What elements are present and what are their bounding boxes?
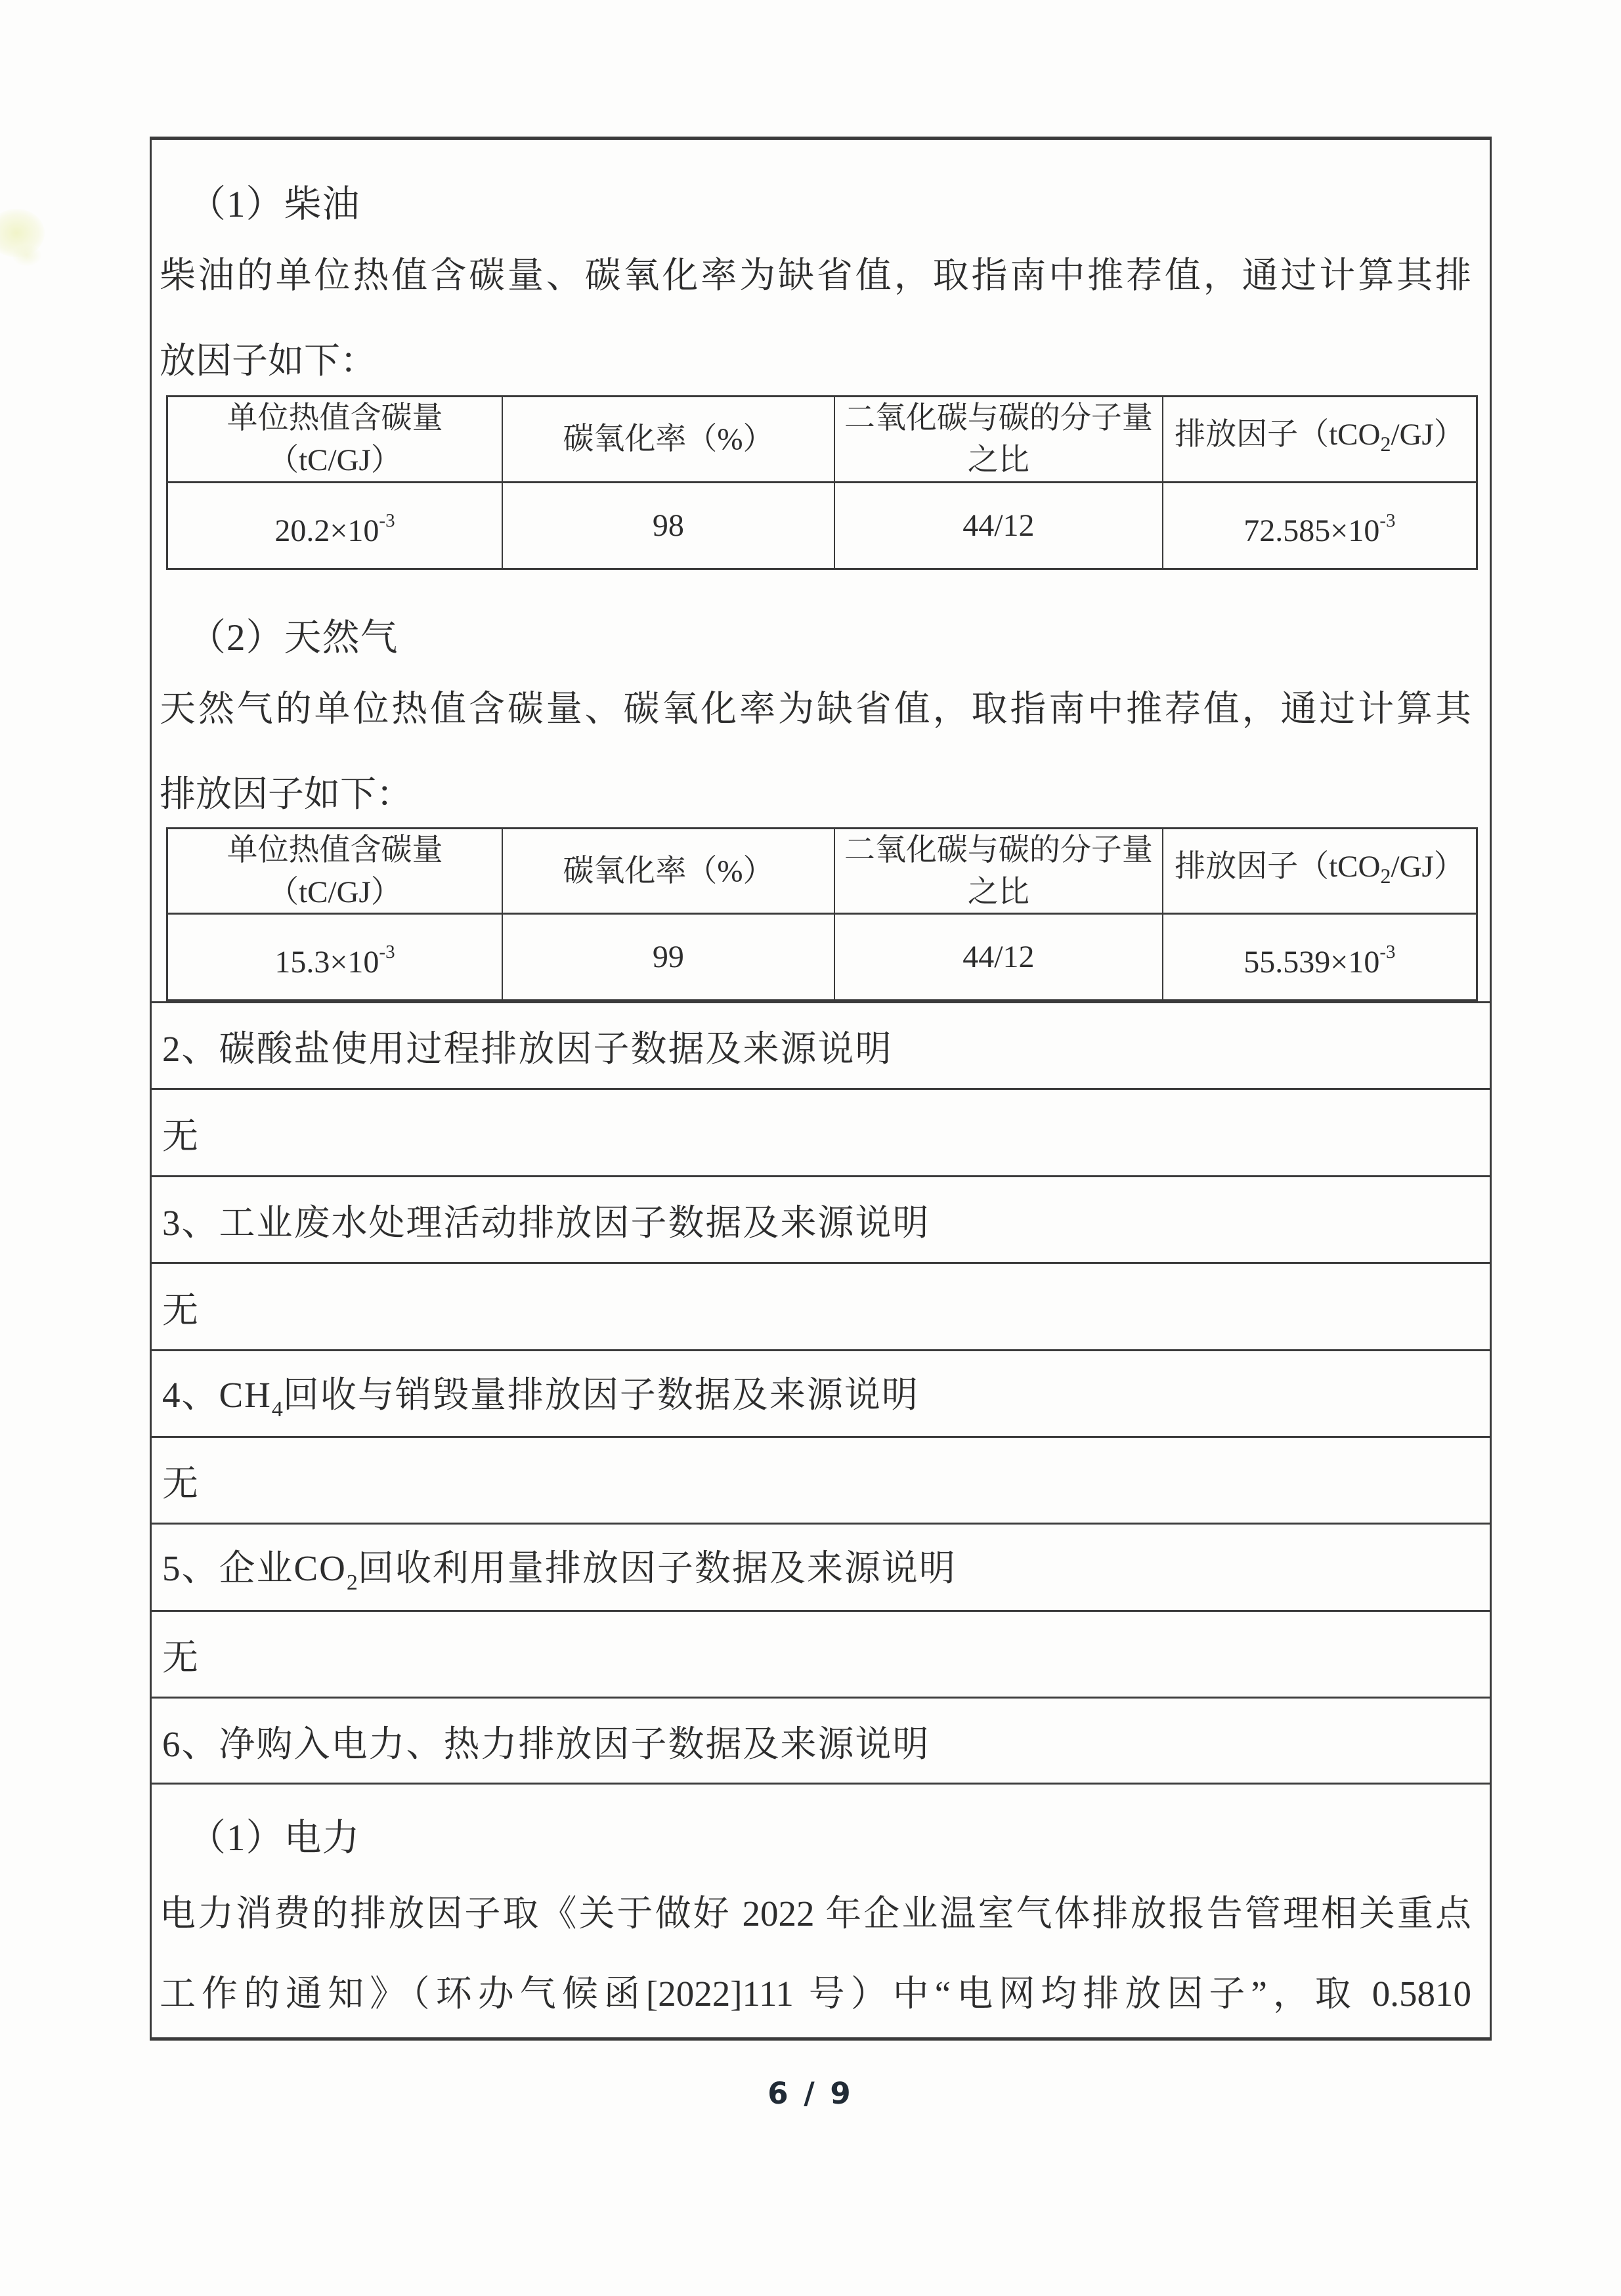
ch4-subscript: 4: [271, 1397, 283, 1421]
title-prefix: 5、企业CO: [162, 1548, 347, 1588]
value-text: 98: [652, 508, 684, 543]
header-text2: 之比: [967, 443, 1029, 477]
electricity-paragraph-line1: 电力消费的排放因子取《关于做好 2022 年企业温室气体排放报告管理相关重点: [160, 1894, 1471, 1934]
gas-header-heat-carbon: [168, 829, 503, 915]
none-text: 无: [162, 1637, 200, 1678]
emission-factor-outer-table: [150, 137, 1492, 2041]
gas-value-molecular-ratio: [835, 915, 1163, 999]
value-base: 20.2×10: [274, 513, 379, 548]
gas-header-molecular-ratio: [835, 829, 1163, 915]
header-unit: （tC/GJ）: [268, 443, 402, 477]
natural-gas-heading: （2）天然气: [188, 617, 399, 659]
row-wastewater-value: [152, 1262, 1490, 1349]
purchased-power-section: [152, 1783, 1490, 2035]
row-title-carbonate: [152, 1001, 1490, 1088]
diesel-value-oxidation-rate: [503, 483, 835, 568]
value-base: 55.539×10: [1243, 944, 1380, 980]
page-number: 6 / 9: [767, 2076, 854, 2111]
value-text: 99: [652, 939, 684, 974]
natural-gas-emission-table: [166, 827, 1478, 1001]
gas-value-oxidation-rate: [503, 915, 835, 999]
none-text: 无: [162, 1289, 200, 1330]
row-co2-value: [152, 1610, 1490, 1697]
scan-artifact-smudge-small: [12, 244, 42, 267]
header-text: 碳氧化率（%）: [563, 854, 774, 888]
diesel-value-heat-carbon: [168, 483, 503, 568]
row-carbonate-value: [152, 1088, 1490, 1175]
diesel-emission-table: [166, 395, 1478, 570]
row-title-wastewater: [152, 1175, 1490, 1262]
diesel-header-oxidation-rate: [503, 397, 835, 483]
row-title-text: 6、净购入电力、热力排放因子数据及来源说明: [162, 1723, 930, 1764]
value-exponent: -3: [1379, 509, 1396, 531]
natural-gas-paragraph-line2: 排放因子如下：: [160, 774, 413, 814]
value-exponent: -3: [379, 509, 395, 531]
header-suffix: /GJ）: [1391, 418, 1465, 452]
electricity-heading: （1）电力: [188, 1817, 360, 1859]
value-text: [274, 931, 395, 984]
gas-value-emission-factor: [1163, 915, 1476, 999]
header-text2: 之比: [967, 875, 1029, 909]
row-title-text: 3、工业废水处理活动排放因子数据及来源说明: [162, 1203, 930, 1243]
diesel-heading: （1）柴油: [188, 184, 360, 225]
row-title-text: 2、碳酸盐使用过程排放因子数据及来源说明: [162, 1029, 893, 1069]
co2-subscript: 2: [1380, 432, 1391, 456]
value-text: [1243, 500, 1395, 552]
header-prefix: 排放因子（tCO: [1175, 418, 1381, 452]
diesel-value-molecular-ratio: [835, 483, 1163, 568]
value-exponent: -3: [379, 941, 395, 963]
none-text: 无: [162, 1116, 200, 1156]
none-text: 无: [162, 1463, 200, 1504]
diesel-paragraph-line1: 柴油的单位热值含碳量、碳氧化率为缺省值，取指南中推荐值，通过计算其排: [160, 255, 1471, 295]
electricity-paragraph-line2: 工作的通知》（环办气候函[2022]111 号）中“电网均排放因子”，取 0.5810: [160, 1974, 1471, 2014]
diesel-header-heat-carbon: [168, 397, 503, 483]
row-title-purchased-power: [152, 1697, 1490, 1783]
gas-value-heat-carbon: [168, 915, 503, 999]
title-prefix: 4、CH: [162, 1374, 272, 1415]
header-text: [1175, 846, 1465, 897]
header-unit: （tC/GJ）: [268, 875, 402, 909]
header-text: 碳氧化率（%）: [563, 422, 774, 456]
diesel-header-emission-factor: [1163, 397, 1476, 483]
header-prefix: 排放因子（tCO: [1175, 849, 1381, 884]
header-text: 单位热值含碳量: [227, 833, 443, 867]
diesel-header-molecular-ratio: [835, 397, 1163, 483]
co2-subscript: 2: [1380, 863, 1391, 888]
row-title-ch4-recovery: [152, 1349, 1490, 1436]
row-title-text: [162, 1366, 919, 1422]
row-title-co2-recovery: [152, 1523, 1490, 1610]
header-text: [1175, 414, 1465, 465]
value-base: 15.3×10: [274, 944, 379, 980]
row-title-text: [162, 1539, 957, 1595]
value-text: [274, 500, 395, 552]
value-text: 44/12: [962, 508, 1035, 543]
diesel-value-emission-factor: [1163, 483, 1476, 568]
value-text: 44/12: [962, 939, 1035, 974]
header-text: 二氧化碳与碳的分子量: [844, 833, 1153, 867]
co2-subscript: 2: [346, 1570, 358, 1595]
header-suffix: /GJ）: [1391, 849, 1465, 884]
value-exponent: -3: [1379, 941, 1396, 963]
natural-gas-paragraph-line1: 天然气的单位热值含碳量、碳氧化率为缺省值，取指南中推荐值，通过计算其: [160, 689, 1471, 729]
row-ch4-value: [152, 1436, 1490, 1523]
gas-header-emission-factor: [1163, 829, 1476, 915]
gas-header-oxidation-rate: [503, 829, 835, 915]
diesel-paragraph-line2: 放因子如下：: [160, 341, 377, 381]
title-suffix: 回收利用量排放因子数据及来源说明: [357, 1548, 957, 1588]
value-base: 72.585×10: [1243, 513, 1380, 548]
value-text: [1243, 931, 1395, 984]
header-text: 单位热值含碳量: [227, 401, 443, 435]
fuel-emission-factor-section: [152, 140, 1490, 1001]
header-text: 二氧化碳与碳的分子量: [844, 401, 1153, 435]
title-suffix: 回收与销毁量排放因子数据及来源说明: [282, 1374, 919, 1415]
